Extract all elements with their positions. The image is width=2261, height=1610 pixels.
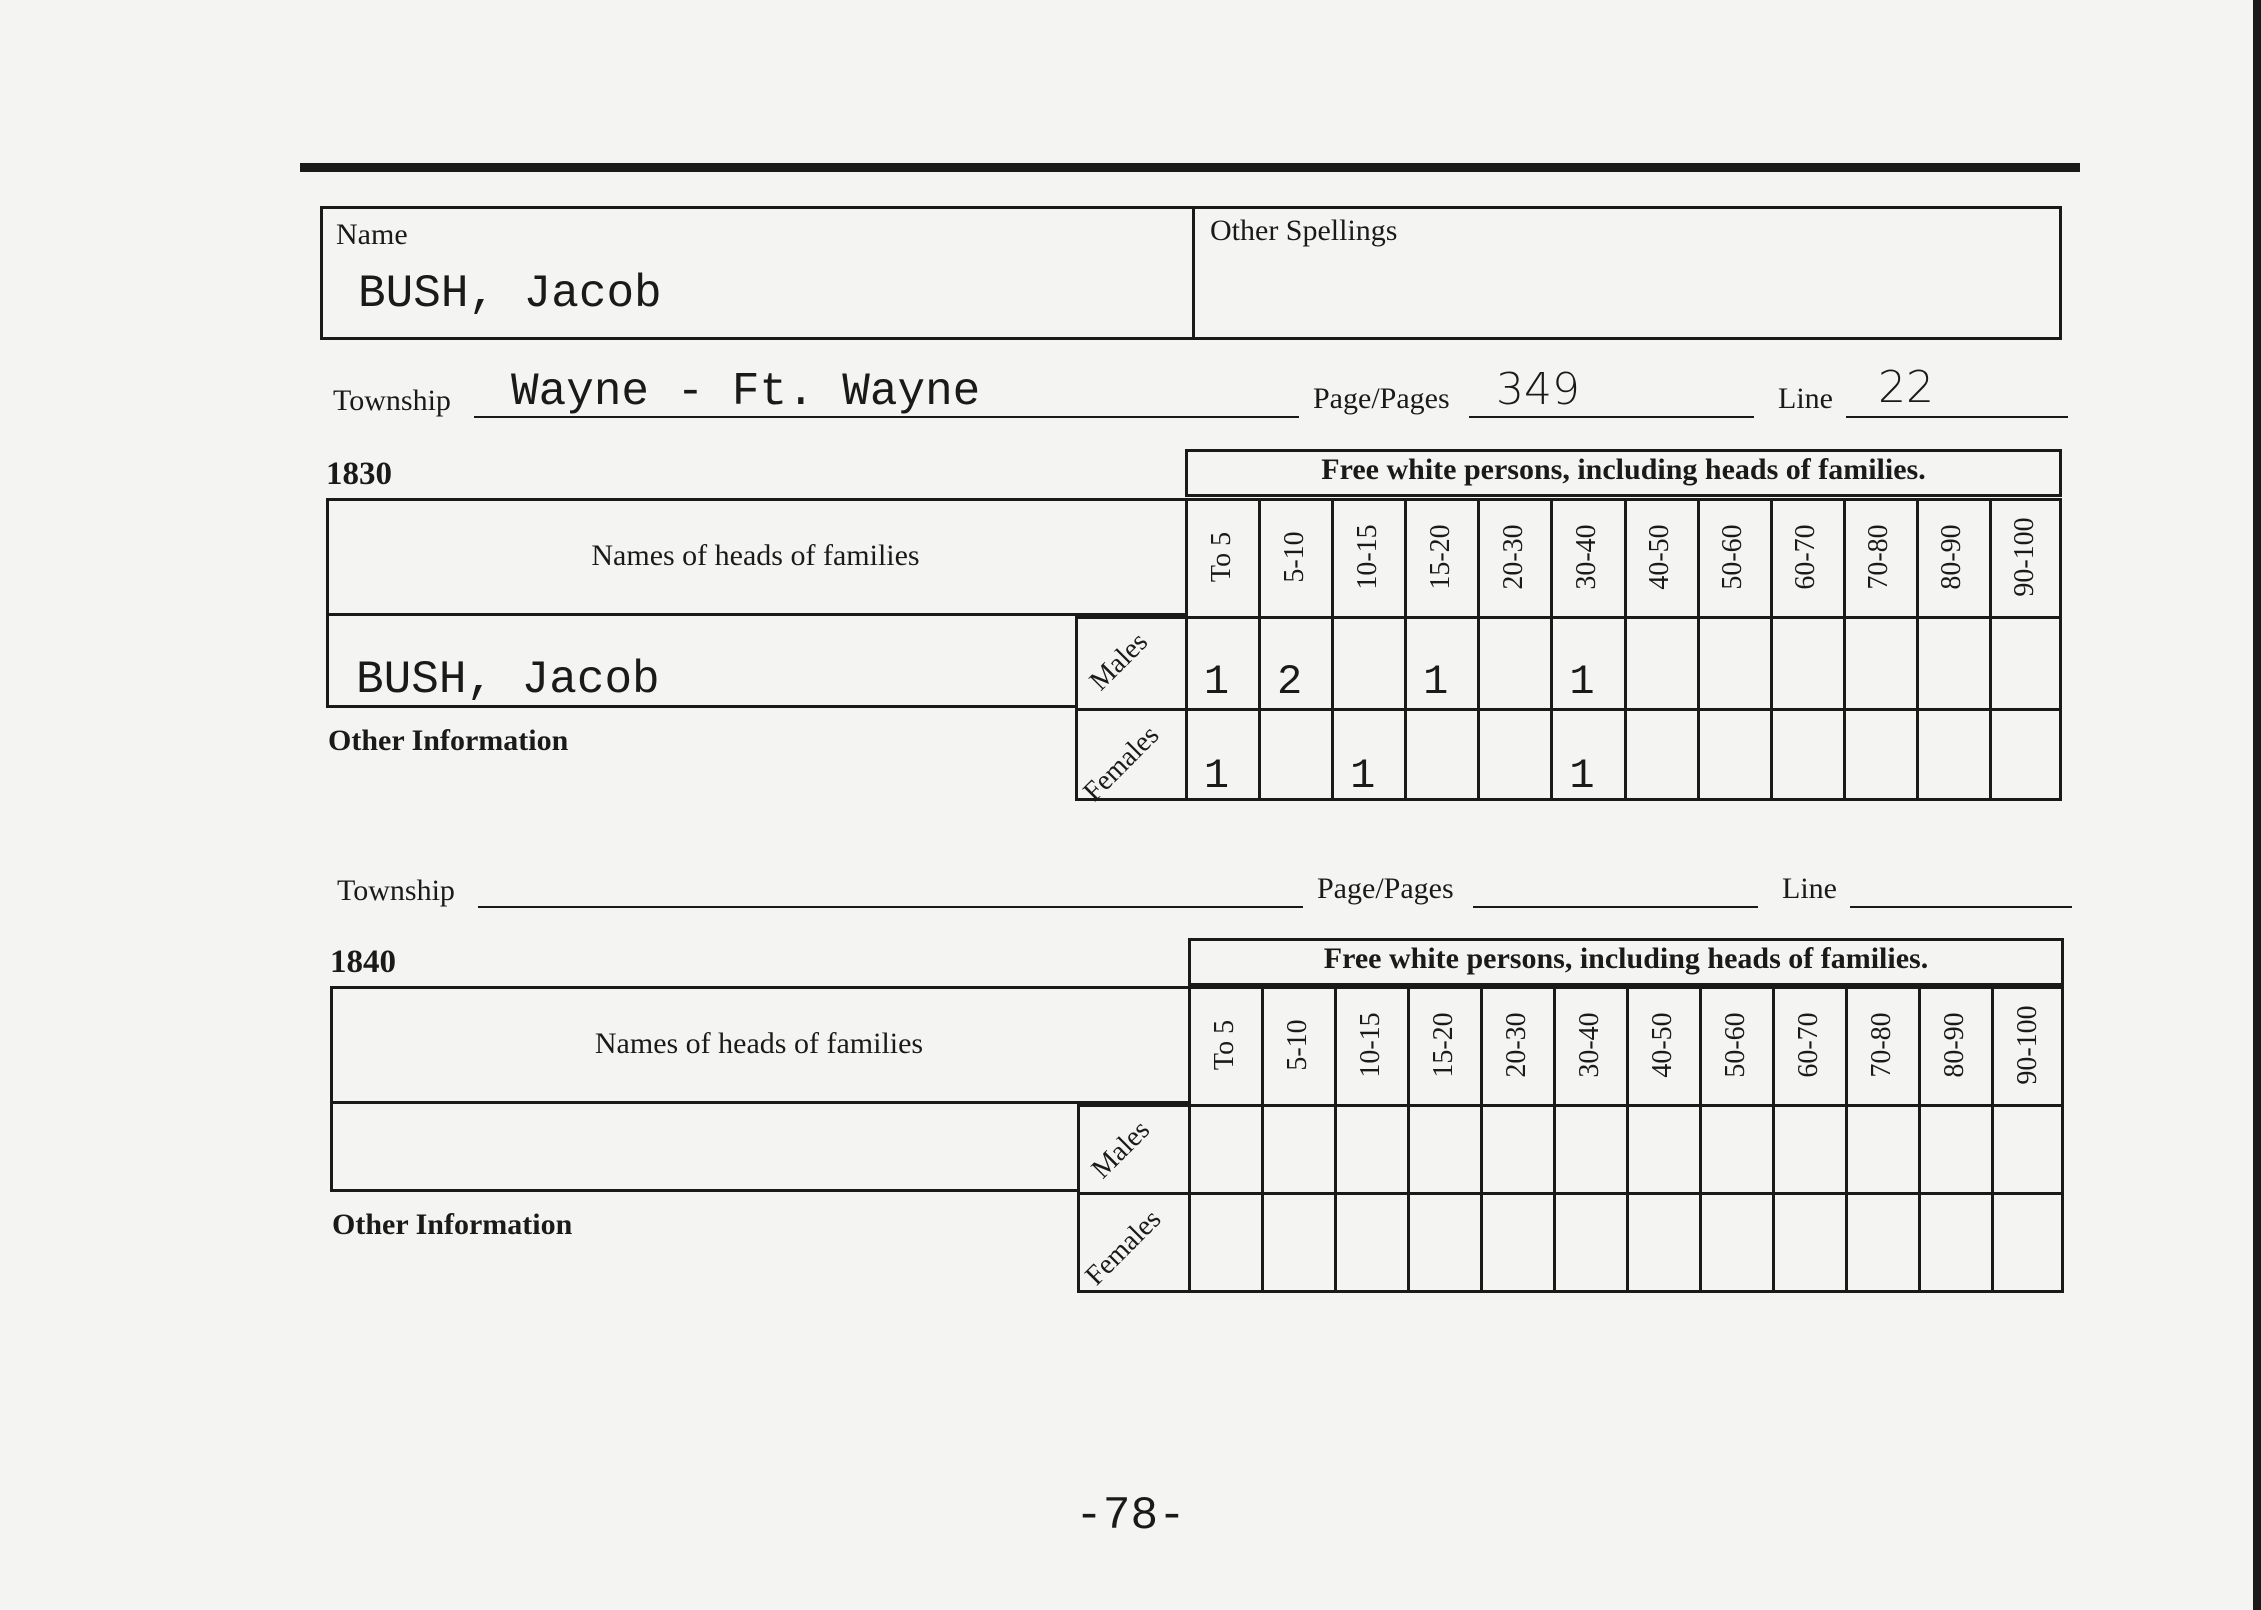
age-column-divider bbox=[1699, 986, 1702, 1290]
age-group-header: 40-50 bbox=[1646, 1012, 1678, 1078]
males-count-cell: 1 bbox=[1203, 658, 1230, 706]
females-count-cell: 1 bbox=[1350, 752, 1376, 800]
township-value: Wayne - Ft. Wayne bbox=[511, 366, 981, 418]
census-year: 1840 bbox=[330, 944, 396, 980]
line-value: 22 bbox=[1878, 362, 1934, 413]
head-of-family-box bbox=[330, 1101, 1080, 1192]
age-column-divider bbox=[1989, 498, 1992, 798]
age-group-header: 50-60 bbox=[1719, 1012, 1751, 1078]
age-column-divider bbox=[1258, 498, 1261, 798]
age-group-header: 15-20 bbox=[1424, 524, 1456, 590]
age-column-divider bbox=[1697, 498, 1700, 798]
free-white-header: Free white persons, including heads of families. bbox=[1321, 453, 1926, 486]
township-underline bbox=[478, 906, 1303, 908]
names-header: Names of heads of families bbox=[591, 539, 920, 572]
males-count-cell: 2 bbox=[1277, 658, 1303, 706]
age-group-header: 10-15 bbox=[1354, 1012, 1386, 1078]
page-number: -78- bbox=[1075, 1490, 1186, 1542]
age-group-header: 90-100 bbox=[2011, 1005, 2043, 1085]
age-column-divider bbox=[1553, 986, 1556, 1290]
age-group-header: 70-80 bbox=[1865, 1012, 1897, 1078]
age-column-divider bbox=[1991, 986, 1994, 1290]
age-group-header: 40-50 bbox=[1644, 524, 1676, 590]
age-column-divider bbox=[1843, 498, 1846, 798]
age-group-header: 30-40 bbox=[1570, 524, 1602, 590]
line-label: Line bbox=[1778, 382, 1833, 415]
age-group-header: 15-20 bbox=[1427, 1012, 1459, 1078]
names-header: Names of heads of families bbox=[594, 1027, 924, 1060]
name-label: Name bbox=[336, 218, 408, 251]
page-underline bbox=[1473, 906, 1758, 908]
page-label: Page/Pages bbox=[1313, 382, 1450, 415]
age-group-header: 80-90 bbox=[1938, 1012, 1970, 1078]
township-label: Township bbox=[337, 874, 455, 907]
age-group-header: 80-90 bbox=[1936, 524, 1968, 590]
males-count-cell: 1 bbox=[1569, 658, 1595, 706]
females-label: Females bbox=[1079, 1203, 1168, 1292]
age-group-header: To 5 bbox=[1205, 531, 1237, 583]
age-column-divider bbox=[1404, 498, 1407, 798]
age-column-divider bbox=[1770, 498, 1773, 798]
line-label: Line bbox=[1782, 872, 1837, 905]
age-column-divider bbox=[1624, 498, 1627, 798]
females-count-cell: 1 bbox=[1569, 752, 1595, 800]
name-value: BUSH, Jacob bbox=[358, 268, 662, 320]
age-group-header: 50-60 bbox=[1717, 524, 1749, 590]
age-column-divider bbox=[1918, 986, 1921, 1290]
age-column-divider bbox=[1480, 986, 1483, 1290]
age-group-header: To 5 bbox=[1208, 1019, 1240, 1071]
age-group-header: 60-70 bbox=[1792, 1012, 1824, 1078]
age-column-divider bbox=[1845, 986, 1848, 1290]
females-count-cell: 1 bbox=[1203, 752, 1230, 800]
name-box-divider bbox=[1192, 206, 1195, 338]
age-column-divider bbox=[1261, 986, 1264, 1290]
age-group-header: 20-30 bbox=[1500, 1012, 1532, 1078]
line-underline bbox=[1846, 416, 2068, 418]
males-count-cell: 1 bbox=[1423, 658, 1449, 706]
page-label: Page/Pages bbox=[1317, 872, 1454, 905]
age-column-divider bbox=[1407, 986, 1410, 1290]
other-information-label: Other Information bbox=[332, 1208, 573, 1241]
females-label: Females bbox=[1077, 719, 1166, 808]
page-value: 349 bbox=[1496, 364, 1580, 415]
page-edge-shadow bbox=[2253, 0, 2261, 1610]
males-females-divider bbox=[1077, 1192, 2064, 1195]
age-group-header: 5-10 bbox=[1281, 1019, 1313, 1071]
head-of-family-name: BUSH, Jacob bbox=[356, 654, 660, 706]
males-females-divider bbox=[1075, 708, 2062, 711]
top-rule bbox=[300, 163, 2080, 172]
age-column-divider bbox=[1477, 498, 1480, 798]
age-group-header: 90-100 bbox=[2009, 517, 2041, 597]
age-column-divider bbox=[1626, 986, 1629, 1290]
census-year: 1830 bbox=[326, 456, 392, 492]
other-information-label: Other Information bbox=[328, 724, 569, 757]
age-group-header: 10-15 bbox=[1351, 524, 1383, 590]
males-label: Males bbox=[1085, 1114, 1157, 1185]
age-column-divider bbox=[1916, 498, 1919, 798]
age-group-header: 20-30 bbox=[1497, 524, 1529, 590]
age-group-header: 30-40 bbox=[1573, 1012, 1605, 1078]
age-column-divider bbox=[1334, 986, 1337, 1290]
age-group-header: 5-10 bbox=[1278, 531, 1310, 583]
line-underline bbox=[1850, 906, 2072, 908]
males-label: Males bbox=[1083, 626, 1155, 697]
page-underline bbox=[1469, 416, 1754, 418]
age-group-header: 70-80 bbox=[1863, 524, 1895, 590]
age-group-header: 60-70 bbox=[1790, 524, 1822, 590]
township-label: Township bbox=[333, 384, 451, 417]
age-column-divider bbox=[1772, 986, 1775, 1290]
other-spellings-label: Other Spellings bbox=[1210, 214, 1398, 247]
free-white-header: Free white persons, including heads of families. bbox=[1323, 942, 1929, 975]
